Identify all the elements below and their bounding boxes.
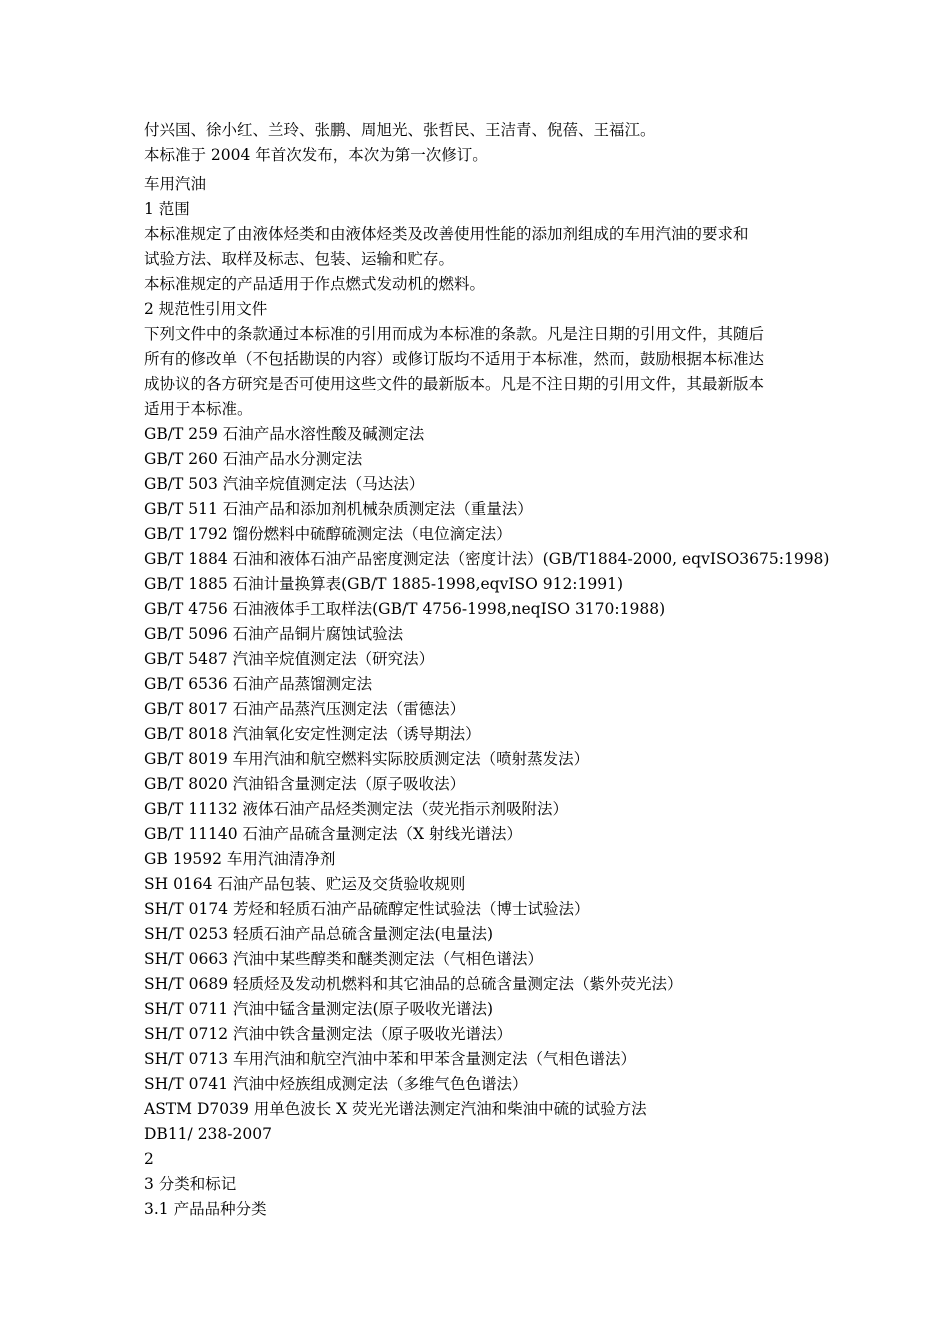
doc-title: 车用汽油 (144, 175, 207, 193)
references-intro-line: 成协议的各方研究是否可使用这些文件的最新版本。凡是不注日期的引用文件，其最新版本 (144, 375, 765, 393)
history-line: 本标准于 2004 年首次发布，本次为第一次修订。 (144, 146, 488, 164)
reference-list (144, 422, 830, 1122)
reference-item: SH/T 0689 轻质烃及发动机燃料和其它油品的总硫含量测定法（紫外荧光法） (144, 975, 683, 993)
reference-item: SH/T 0253 轻质石油产品总硫含量测定法(电量法) (144, 925, 494, 943)
scope-applicability: 本标准规定的产品适用于作点燃式发动机的燃料。 (144, 275, 486, 293)
reference-item: SH/T 0711 汽油中锰含量测定法(原子吸收光谱法) (144, 1000, 494, 1018)
drafters-line: 付兴国、徐小红、兰玲、张鹏、周旭光、张哲民、王洁青、倪蓓、王福江。 (144, 121, 656, 139)
reference-item: SH/T 0663 汽油中某些醇类和醚类测定法（气相色谱法） (144, 950, 543, 968)
document-number: DB11/ 238-2007 (144, 1125, 272, 1143)
reference-item: GB/T 8020 汽油铅含量测定法（原子吸收法） (144, 775, 466, 793)
reference-item: GB/T 5487 汽油辛烷值测定法（研究法） (144, 650, 435, 668)
scope-paragraph-line: 本标准规定了由液体烃类和由液体烃类及改善使用性能的添加剂组成的车用汽油的要求和 (144, 225, 749, 243)
reference-item: GB/T 1884 石油和液体石油产品密度测定法（密度计法）(GB/T1884-2000, eqvISO3675:1998) (144, 550, 830, 568)
section-1-heading: 1 范围 (144, 200, 190, 218)
document-page (144, 118, 830, 1222)
reference-item: SH/T 0713 车用汽油和航空汽油中苯和甲苯含量测定法（气相色谱法） (144, 1050, 636, 1068)
scope-paragraph-line: 试验方法、取样及标志、包装、运输和贮存。 (144, 250, 455, 268)
reference-item: GB/T 8018 汽油氧化安定性测定法（诱导期法） (144, 725, 481, 743)
reference-item: GB/T 259 石油产品水溶性酸及碱测定法 (144, 425, 425, 443)
reference-item: GB/T 11132 液体石油产品烃类测定法（荧光指示剂吸附法） (144, 800, 568, 818)
section-3-heading: 3 分类和标记 (144, 1175, 237, 1193)
reference-item: GB/T 503 汽油辛烷值测定法（马达法） (144, 475, 425, 493)
page-number: 2 (144, 1150, 154, 1168)
reference-item: GB/T 11140 石油产品硫含量测定法（X 射线光谱法） (144, 825, 522, 843)
reference-item: GB/T 4756 石油液体手工取样法(GB/T 4756-1998,neqISO 3170:1988) (144, 600, 666, 618)
reference-item: GB/T 8019 车用汽油和航空燃料实际胶质测定法（喷射蒸发法） (144, 750, 590, 768)
references-intro-line: 适用于本标准。 (144, 400, 253, 418)
reference-item: GB/T 5096 石油产品铜片腐蚀试验法 (144, 625, 404, 643)
reference-item: GB/T 260 石油产品水分测定法 (144, 450, 363, 468)
reference-item: SH/T 0741 汽油中烃族组成测定法（多维气色色谱法） (144, 1075, 528, 1093)
reference-item: SH/T 0712 汽油中铁含量测定法（原子吸收光谱法） (144, 1025, 512, 1043)
references-intro-line: 所有的修改单（不包括勘误的内容）或修订版均不适用于本标准，然而，鼓励根据本标准达 (144, 350, 765, 368)
reference-item: GB/T 8017 石油产品蒸汽压测定法（雷德法） (144, 700, 466, 718)
reference-item: GB 19592 车用汽油清净剂 (144, 850, 336, 868)
reference-item: GB/T 1792 馏份燃料中硫醇硫测定法（电位滴定法） (144, 525, 512, 543)
reference-item: GB/T 1885 石油计量换算表(GB/T 1885-1998,eqvISO 912:1991) (144, 575, 624, 593)
section-3-1-heading: 3.1 产品品种分类 (144, 1200, 267, 1218)
references-intro-line: 下列文件中的条款通过本标准的引用而成为本标准的条款。凡是注日期的引用文件，其随后 (144, 325, 765, 343)
section-2-heading: 2 规范性引用文件 (144, 300, 268, 318)
reference-item: ASTM D7039 用单色波长 X 荧光光谱法测定汽油和柴油中硫的试验方法 (144, 1100, 647, 1118)
reference-item: GB/T 511 石油产品和添加剂机械杂质测定法（重量法） (144, 500, 533, 518)
reference-item: SH/T 0174 芳烃和轻质石油产品硫醇定性试验法（博士试验法） (144, 900, 590, 918)
reference-item: SH 0164 石油产品包装、贮运及交货验收规则 (144, 875, 466, 893)
reference-item: GB/T 6536 石油产品蒸馏测定法 (144, 675, 373, 693)
